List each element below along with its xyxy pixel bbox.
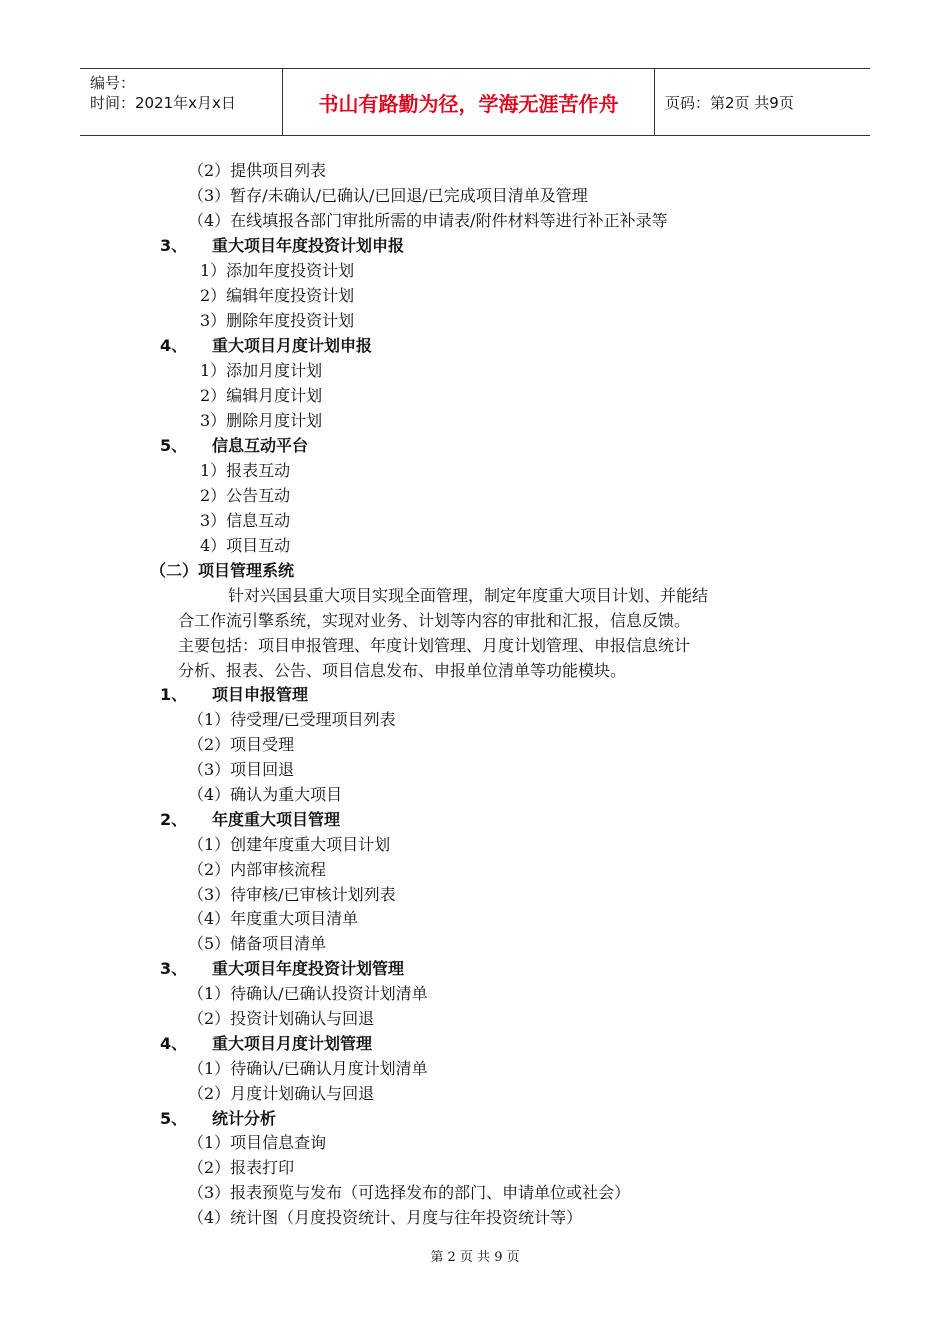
section-heading: 2、 年度重大项目管理: [160, 810, 341, 829]
doc-number-label: 编号：: [90, 74, 136, 92]
list-item: 2）编辑月度计划: [200, 386, 323, 405]
list-item: （4）确认为重大项目: [188, 785, 343, 804]
section-heading: 4、 重大项目月度计划申报: [160, 336, 373, 355]
list-item: 2）公告互动: [200, 486, 291, 505]
paragraph-line: 针对兴国县重大项目实现全面管理，制定年度重大项目计划、并能结: [228, 586, 709, 605]
list-item: （1）待受理/已受理项目列表: [188, 710, 396, 729]
date-label: 时间：2021年x月x日: [90, 94, 236, 112]
list-item: 2）编辑年度投资计划: [200, 286, 355, 305]
list-item: （2）投资计划确认与回退: [188, 1009, 375, 1028]
chapter-heading: （二）项目管理系统: [150, 561, 295, 580]
list-item: （1）创建年度重大项目计划: [188, 835, 391, 854]
list-item: （2）内部审核流程: [188, 860, 327, 879]
section-heading: 5、 信息互动平台: [160, 436, 309, 455]
header-page-info: 页码：第2页 共9页: [665, 93, 794, 112]
section-heading: 4、 重大项目月度计划管理: [160, 1034, 373, 1053]
paragraph-line: 主要包括：项目申报管理、年度计划管理、月度计划管理、申报信息统计: [178, 636, 691, 655]
list-item: 3）信息互动: [200, 511, 291, 530]
list-item: （1）待确认/已确认投资计划清单: [188, 984, 428, 1003]
list-item: （4）年度重大项目清单: [188, 909, 359, 928]
paragraph-line: 合工作流引擎系统，实现对业务、计划等内容的审批和汇报，信息反馈。: [178, 611, 691, 630]
list-item: 3）删除月度计划: [200, 411, 323, 430]
list-item: （2）报表打印: [188, 1158, 295, 1177]
list-item: （3）暂存/未确认/已确认/已回退/已完成项目清单及管理: [188, 186, 588, 205]
list-item: （3）待审核/已审核计划列表: [188, 885, 396, 904]
list-item: （4）在线填报各部门审批所需的申请表/附件材料等进行补正补录等: [188, 211, 668, 230]
list-item: （1）待确认/已确认月度计划清单: [188, 1059, 428, 1078]
list-item: （5）储备项目清单: [188, 934, 327, 953]
section-heading: 5、 统计分析: [160, 1109, 277, 1128]
list-item: （1）项目信息查询: [188, 1133, 327, 1152]
list-item: 1）添加年度投资计划: [200, 261, 355, 280]
section-heading: 1、 项目申报管理: [160, 685, 309, 704]
header-motto: 书山有路勤为径，学海无涯苦作舟: [283, 69, 655, 135]
section-heading: 3、 重大项目年度投资计划管理: [160, 959, 405, 978]
list-item: （3）报表预览与发布（可选择发布的部门、申请单位或社会）: [188, 1183, 631, 1202]
list-item: 3）删除年度投资计划: [200, 311, 355, 330]
list-item: （4）统计图（月度投资统计、月度与往年投资统计等）: [188, 1208, 583, 1227]
list-item: 1）添加月度计划: [200, 361, 323, 380]
list-item: 1）报表互动: [200, 461, 291, 480]
list-item: （3）项目回退: [188, 760, 295, 779]
section-heading: 3、 重大项目年度投资计划申报: [160, 236, 405, 255]
page-footer: 第 2 页 共 9 页: [430, 1250, 520, 1265]
header-meta: [80, 69, 283, 135]
list-item: （2）提供项目列表: [188, 161, 327, 180]
list-item: 4）项目互动: [200, 536, 291, 555]
paragraph-line: 分析、报表、公告、项目信息发布、申报单位清单等功能模块。: [178, 661, 627, 680]
page-header: [80, 68, 870, 136]
list-item: （2）项目受理: [188, 735, 295, 754]
list-item: （2）月度计划确认与回退: [188, 1084, 375, 1103]
